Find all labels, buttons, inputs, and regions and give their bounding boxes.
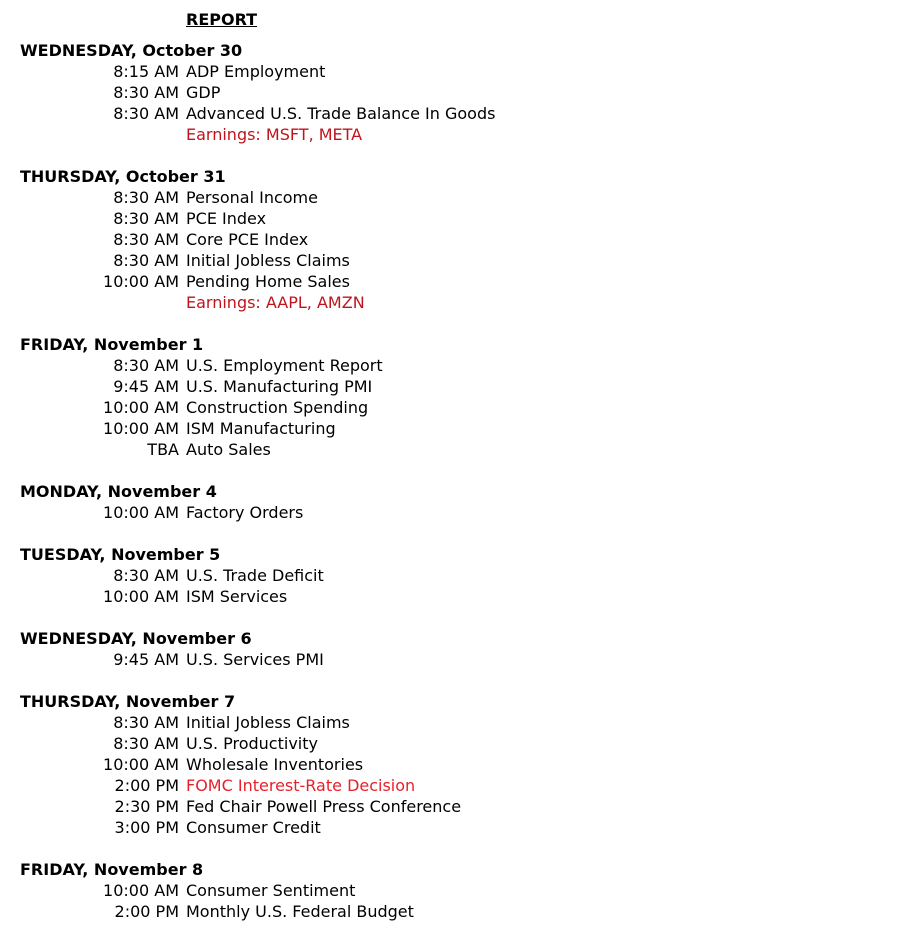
- event-row: [0, 271, 899, 292]
- event-report: PCE Index: [186, 209, 267, 228]
- event-time: 8:30 AM: [113, 356, 179, 375]
- event-row: [0, 208, 899, 229]
- event-report: U.S. Employment Report: [186, 356, 383, 375]
- event-report: Wholesale Inventories: [186, 755, 364, 774]
- event-time: 8:30 AM: [113, 251, 179, 270]
- event-time: 9:45 AM: [113, 650, 179, 669]
- schedule-list: [0, 40, 899, 922]
- event-report: U.S. Trade Deficit: [186, 566, 324, 585]
- event-row: [0, 754, 899, 775]
- event-report: Personal Income: [186, 188, 318, 207]
- event-row: [0, 61, 899, 82]
- earnings-note: Earnings: MSFT, META: [186, 125, 363, 144]
- event-report: Consumer Sentiment: [186, 881, 356, 900]
- day-title: FRIDAY, November 1: [20, 335, 204, 354]
- column-header: [0, 9, 600, 30]
- day-heading-row: [0, 334, 899, 355]
- event-row: [0, 796, 899, 817]
- event-time: TBA: [147, 440, 179, 459]
- event-time: 10:00 AM: [103, 398, 179, 417]
- event-report: Construction Spending: [186, 398, 369, 417]
- event-report: U.S. Services PMI: [186, 650, 324, 669]
- day-title: THURSDAY, October 31: [20, 167, 226, 186]
- event-time: 8:30 AM: [113, 734, 179, 753]
- event-row: [0, 397, 899, 418]
- event-time: 10:00 AM: [103, 272, 179, 291]
- day-heading-row: [0, 859, 899, 880]
- event-report: Pending Home Sales: [186, 272, 350, 291]
- event-row: [0, 250, 899, 271]
- event-row: [0, 649, 899, 670]
- day-heading-row: [0, 40, 899, 61]
- event-report: Consumer Credit: [186, 818, 321, 837]
- event-report: Fed Chair Powell Press Conference: [186, 797, 462, 816]
- day-section: [0, 334, 899, 460]
- event-report: ISM Manufacturing: [186, 419, 336, 438]
- event-row: [0, 733, 899, 754]
- event-row: [0, 124, 899, 145]
- event-report: GDP: [186, 83, 221, 102]
- event-report: ISM Services: [186, 587, 288, 606]
- event-row: [0, 817, 899, 838]
- event-row: [0, 292, 899, 313]
- event-row: [0, 103, 899, 124]
- event-time: 8:30 AM: [113, 230, 179, 249]
- event-report: Factory Orders: [186, 503, 304, 522]
- event-row: [0, 901, 899, 922]
- day-title: FRIDAY, November 8: [20, 860, 204, 879]
- day-section: [0, 166, 899, 313]
- day-section: [0, 40, 899, 145]
- day-title: MONDAY, November 4: [20, 482, 217, 501]
- event-report: Initial Jobless Claims: [186, 251, 350, 270]
- event-report: U.S. Manufacturing PMI: [186, 377, 373, 396]
- highlighted-report: FOMC Interest-Rate Decision: [186, 776, 416, 795]
- day-title: THURSDAY, November 7: [20, 692, 236, 711]
- event-time: 10:00 AM: [103, 755, 179, 774]
- event-row: [0, 586, 899, 607]
- day-heading-row: [0, 166, 899, 187]
- earnings-note: Earnings: AAPL, AMZN: [186, 293, 365, 312]
- event-row: [0, 775, 899, 796]
- day-section: [0, 628, 899, 670]
- event-row: [0, 187, 899, 208]
- event-time: 8:30 AM: [113, 188, 179, 207]
- day-section: [0, 859, 899, 922]
- event-time: 10:00 AM: [103, 419, 179, 438]
- day-heading-row: [0, 544, 899, 565]
- event-report: Auto Sales: [186, 440, 271, 459]
- day-title: TUESDAY, November 5: [20, 545, 221, 564]
- day-heading-row: [0, 628, 899, 649]
- event-row: [0, 418, 899, 439]
- event-time: 2:00 PM: [114, 776, 179, 795]
- event-row: [0, 376, 899, 397]
- day-heading-row: [0, 691, 899, 712]
- event-time: 2:30 PM: [114, 797, 179, 816]
- day-section: [0, 481, 899, 523]
- event-time: 8:30 AM: [113, 209, 179, 228]
- event-report: ADP Employment: [186, 62, 326, 81]
- event-time: 9:45 AM: [113, 377, 179, 396]
- event-report: U.S. Productivity: [186, 734, 318, 753]
- event-row: [0, 712, 899, 733]
- event-time: 8:30 AM: [113, 713, 179, 732]
- day-section: [0, 691, 899, 838]
- event-report: Initial Jobless Claims: [186, 713, 350, 732]
- event-row: [0, 439, 899, 460]
- event-row: [0, 880, 899, 901]
- event-row: [0, 565, 899, 586]
- event-time: 8:15 AM: [113, 62, 179, 81]
- day-title: WEDNESDAY, October 30: [20, 41, 243, 60]
- event-time: 10:00 AM: [103, 587, 179, 606]
- event-report: Monthly U.S. Federal Budget: [186, 902, 414, 921]
- report-column-header: REPORT: [186, 10, 258, 29]
- event-time: 2:00 PM: [114, 902, 179, 921]
- event-row: [0, 229, 899, 250]
- event-time: 8:30 AM: [113, 104, 179, 123]
- event-row: [0, 82, 899, 103]
- event-report: Core PCE Index: [186, 230, 309, 249]
- day-title: WEDNESDAY, November 6: [20, 629, 252, 648]
- event-time: 8:30 AM: [113, 566, 179, 585]
- day-section: [0, 544, 899, 607]
- event-row: [0, 502, 899, 523]
- day-heading-row: [0, 481, 899, 502]
- event-report: Advanced U.S. Trade Balance In Goods: [186, 104, 496, 123]
- event-time: 10:00 AM: [103, 503, 179, 522]
- event-time: 3:00 PM: [114, 818, 179, 837]
- event-time: 10:00 AM: [103, 881, 179, 900]
- event-time: 8:30 AM: [113, 83, 179, 102]
- event-row: [0, 355, 899, 376]
